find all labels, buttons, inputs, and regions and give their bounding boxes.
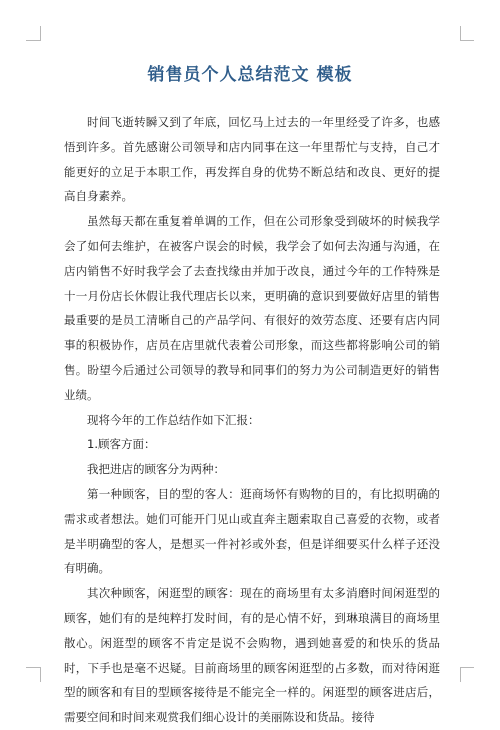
- crop-mark-bottom-left: [40, 667, 41, 682]
- crop-mark-top-left: [26, 40, 40, 41]
- crop-mark-top-right: [460, 40, 474, 41]
- document-body: [64, 110, 440, 730]
- crop-mark-bottom-right: [460, 667, 474, 668]
- crop-mark-top-left: [40, 26, 41, 41]
- paragraph: 虽然每天都在重复着单调的工作，但在公司形象受到破坏的时候我学会了如何去维护，在被客户误会的时候，我学会了如何去沟通与沟通，在店内销售不好时我学会了去查找缘由并加于改良，通过今年的工作特殊是十一月份店长休假让我代理店长以来，更明确的意识到要做好店里的销售最重要的是员工清晰自己的产品学问、有很好的效劳态度、还要有店内同事的积极协作，店员在店里就代表着公司形象，而这些都将影响公司的销售。盼望今后通过公司领导的教导和同事们的努力为公司制造更好的销售业绩。: [64, 214, 440, 402]
- crop-mark-bottom-left: [26, 667, 40, 668]
- paragraph: 现将今年的工作总结作如下汇报：: [87, 412, 260, 427]
- paragraph: 我把进店的顾客分为两种：: [87, 462, 225, 477]
- crop-mark-top-right: [460, 26, 461, 41]
- crop-mark-bottom-right: [460, 667, 461, 682]
- paragraph: 第一种顾客，目的型的客人：逛商场怀有购物的目的，有比拟明确的需求或者想法。她们可能开门见山或直奔主题索取自己喜爱的衣物，或者是半明确型的客人，是想买一件衬衫或外套，但是详细要买什么样子还没有明确。: [64, 486, 440, 576]
- document-title: 销售员个人总结范文 模板: [147, 65, 353, 85]
- paragraph: 其次种顾客，闲逛型的顾客：现在的商场里有太多消磨时间闲逛型的顾客，她们有的是纯粹打发时间，有的是心情不好，到琳琅满目的商场里散心。闲逛型的顾客不肯定是说不会购物，遇到她喜爱的和快乐的货品时，下手也是毫不迟疑。目前商场里的顾客闲逛型的占多数，而对待闲逛型的顾客和有目的型顾客接待是不能完全一样的。闲逛型的顾客进店后，需要空间和时间来观赏我们细心设计的美丽陈设和货品。接待: [64, 586, 440, 725]
- paragraph: 时间飞逝转瞬又到了年底，回忆马上过去的一年里经受了许多，也感悟到许多。首先感谢公司领导和店内同事在这一年里帮忙与支持，自己才能更好的立足于本职工作，再发挥自身的优势不断总结和改良、更好的提高自身素养。: [64, 115, 440, 204]
- paragraph: 1.顾客方面：: [87, 437, 156, 452]
